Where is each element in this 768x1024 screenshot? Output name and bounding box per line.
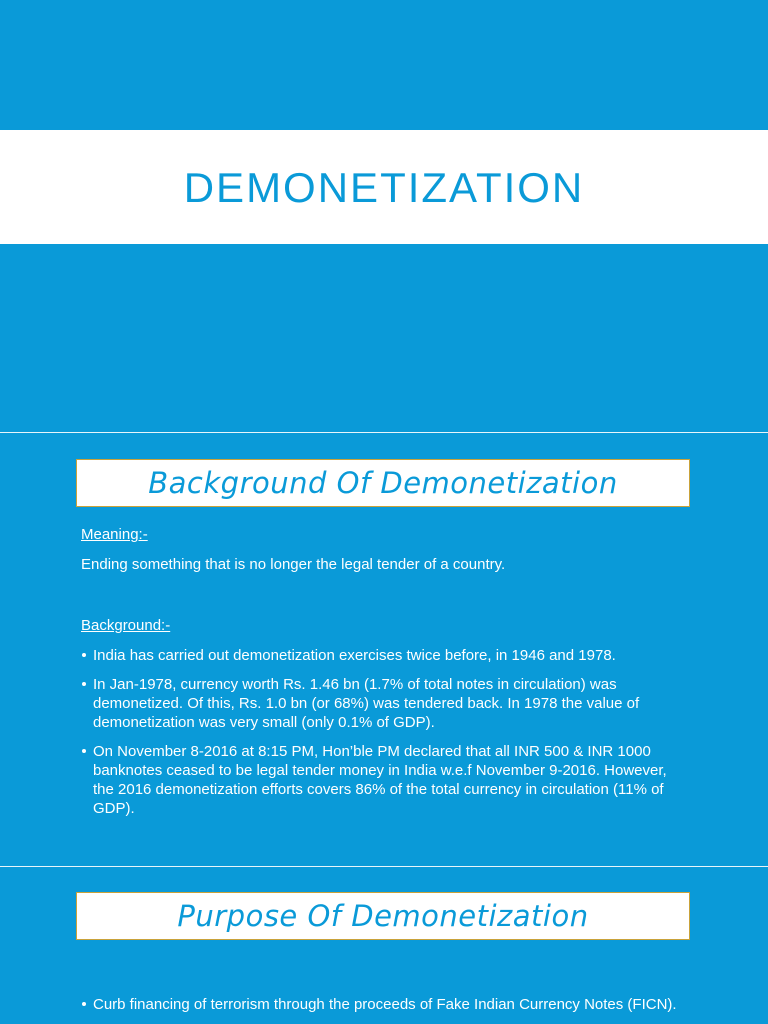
background-bullet-list (81, 646, 691, 828)
bullet-text: In Jan-1978, currency worth Rs. 1.46 bn (1.7% of total notes in circulation) was demonetized. Of this, Rs. 1.0 bn (or 68%) was tendered back. In 1978 the value of demonetization was very small (only 0.1% of GDP). (93, 676, 640, 731)
slide-divider (0, 432, 768, 433)
bullet-icon (82, 1002, 86, 1006)
purpose-heading: Purpose Of Demonetization (177, 899, 589, 933)
title-band (0, 130, 768, 244)
meaning-text: Ending something that is no longer the legal tender of a country. (81, 556, 506, 573)
bullet-text: Curb financing of terrorism through the proceeds of Fake Indian Currency Notes (FICN). (93, 996, 677, 1013)
purpose-bullet-list (81, 995, 691, 1024)
purpose-heading-box (76, 892, 690, 940)
bullet-icon (82, 682, 86, 686)
list-item (81, 646, 691, 665)
bullet-icon (82, 653, 86, 657)
slide-divider (0, 866, 768, 867)
background-heading-box (76, 459, 690, 507)
bullet-text: India has carried out demonetization exercises twice before, in 1946 and 1978. (93, 647, 616, 664)
list-item (81, 995, 691, 1014)
meaning-label: Meaning:- (81, 526, 148, 543)
list-item (81, 742, 691, 818)
title-slide (0, 0, 768, 432)
bullet-text: On November 8-2016 at 8:15 PM, Hon’ble PM declared that all INR 500 & INR 1000 banknotes ceased to be legal tender money in India w.e.f November 9-2016. However, the 2016 demonetization efforts covers 86% of the total currency in circulation (11% of GDP). (93, 743, 667, 817)
list-item (81, 675, 691, 732)
bullet-icon (82, 749, 86, 753)
background-label: Background:- (81, 617, 171, 634)
background-heading: Background Of Demonetization (148, 466, 618, 500)
slide-title: DEMONETIZATION (183, 164, 585, 211)
